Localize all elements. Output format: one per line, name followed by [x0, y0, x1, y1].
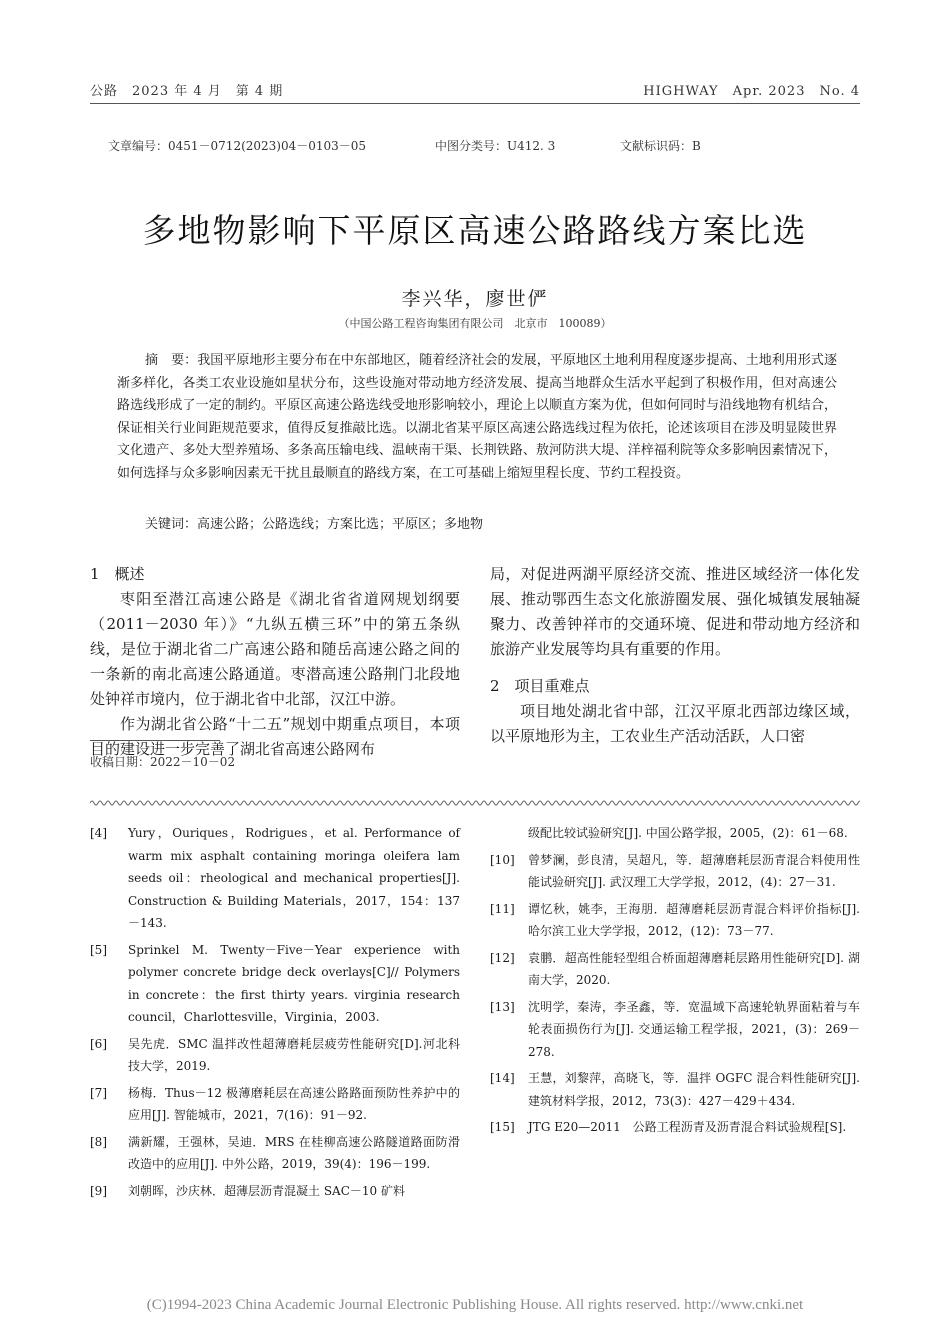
authors: 李兴华，廖世俨: [401, 288, 549, 310]
reference-number: [12]: [490, 950, 515, 965]
reference-text: 曾梦澜，彭良清，吴超凡，等．超薄磨耗层沥青混合料使用性能试验研究[J]. 武汉理工大学学报，2012，(4)：27－31.: [528, 852, 860, 889]
keywords: [145, 513, 483, 532]
references-left: [90, 822, 460, 1206]
reference-text: 级配比较试验研究[J]. 中国公路学报，2005，(2)：61－68.: [528, 826, 848, 840]
reference-number: [9]: [90, 1183, 107, 1198]
reference-item: [490, 1116, 860, 1139]
reference-text: 袁鹏．超高性能轻型组合桥面超薄磨耗层路用性能研究[D]. 湖南大学，2020.: [528, 950, 860, 987]
reference-text: 沈明学，秦涛，李圣鑫，等．宽温域下高速轮轨界面粘着与车轮表面损伤行为[J]. 交通运输工程学报，2021，(3)：269－278.: [528, 999, 860, 1059]
reference-item: [490, 822, 860, 845]
reference-text: 吴先虎．SMC 温拌改性超薄磨耗层疲劳性能研究[D].河北科技大学，2019.: [128, 1036, 460, 1073]
reference-number: [15]: [490, 1120, 515, 1134]
body-left-column: [90, 562, 460, 762]
document-code: 文献标识码：B: [620, 139, 701, 153]
reference-item: [490, 1067, 860, 1112]
reference-text: Yury，Ouriques，Rodrigues，et al. Performance of warm mix asphalt containing moringa oleifera lam seeds oil：rheological and mechanical properties[J]. Construction & Building Materials，2017，154：137－143.: [128, 826, 460, 930]
references-right: [490, 822, 860, 1143]
copyright-footer: (C)1994-2023 China Academic Journal Electronic Publishing House. All rights reserved. http://www.cnki.net: [146, 1297, 804, 1313]
reference-item: [90, 1131, 460, 1176]
section-1-heading: 1 概述: [90, 565, 145, 583]
abstract-label: 摘 要：: [145, 353, 198, 368]
reference-item: [490, 996, 860, 1064]
reference-number: [7]: [90, 1085, 107, 1100]
affiliation: （中国公路工程咨询集团有限公司 北京市 100089）: [338, 317, 612, 330]
keywords-text: 高速公路；公路选线；方案比选；平原区；多地物: [197, 517, 484, 532]
reference-number: [4]: [90, 826, 107, 840]
reference-text: JTG E20—2011 公路工程沥青及沥青混合料试验规程[S].: [528, 1120, 847, 1134]
reference-text: 刘朝晖，沙庆林．超薄层沥青混凝土 SAC－10 矿料: [128, 1183, 405, 1198]
reference-text: 满新耀，王强林，吴迪．MRS 在桂柳高速公路隧道路面防滑改造中的应用[J]. 中外公路，2019，39(4)：196－199.: [128, 1134, 460, 1171]
reference-text: 王慧，刘黎萍，高晓飞，等．温拌 OGFC 混合料性能研究[J]. 建筑材料学报，2012，73(3)：427－429＋434.: [528, 1071, 860, 1108]
reference-text: 杨梅．Thus－12 极薄磨耗层在高速公路路面预防性养护中的应用[J]. 智能城市，2021，7(16)：91－92.: [128, 1085, 460, 1122]
reference-number: [6]: [90, 1036, 107, 1051]
paragraph-significance-continued: 局，对促进两湖平原经济交流、推进区域经济一体化发展、推动鄂西生态文化旅游圈发展、强化城镇发展轴凝聚力、改善钟祥市的交通环境、促进和带动地方经济和旅游产业发展等均具有重要的作用。: [490, 565, 860, 658]
wavy-line: [90, 801, 860, 805]
abstract: [117, 350, 837, 485]
footnote-rule: [90, 740, 220, 741]
running-header-right: HIGHWAY Apr. 2023 No. 4: [643, 84, 860, 99]
running-header-left: 公路 2023 年 4 月 第 4 期: [90, 84, 284, 99]
paragraph-significance: 作为湖北省公路“十二五”规划中期重点项目，本项目的建设进一步完善了湖北省高速公路网布: [90, 715, 460, 758]
reference-item: [490, 947, 860, 992]
reference-number: [5]: [90, 942, 107, 957]
reference-number: [13]: [490, 999, 515, 1014]
body-right-column: [490, 562, 860, 749]
reference-item: [90, 939, 460, 1029]
section-2-heading: 2 项目重难点: [490, 677, 590, 695]
reference-item: [90, 1180, 460, 1203]
classification-number: 中图分类号：U412. 3: [435, 139, 556, 153]
received-date: 收稿日期：2022－10－02: [90, 755, 236, 769]
reference-item: [90, 1033, 460, 1078]
paper-title: 多地物影响下平原区高速公路路线方案比选: [142, 211, 808, 250]
reference-item: [90, 1082, 460, 1127]
article-number: 文章编号：0451－0712(2023)04－0103－05: [108, 139, 367, 153]
reference-number: [14]: [490, 1071, 515, 1085]
paragraph-overview: 枣阳至潜江高速公路是《湖北省省道网规划纲要（2011－2030 年）》“九纵五横三环”中的第五条纵线，是位于湖北省二广高速公路和随岳高速公路之间的一条新的南北高速公路通道。枣潜高速公路荆门北段地处钟祥市境内，位于湖北省中北部，汉江中游。: [90, 590, 460, 708]
wavy-separator: [90, 798, 860, 808]
reference-item: [490, 849, 860, 894]
reference-item: [490, 898, 860, 943]
reference-number: [8]: [90, 1134, 107, 1149]
paragraph-project-difficulties: 项目地处湖北省中部，江汉平原北西部边缘区域，以平原地形为主，工农业生产活动活跃，人口密: [490, 702, 860, 745]
reference-number: [10]: [490, 852, 515, 867]
reference-number: [490, 822, 528, 845]
reference-text: Sprinkel M. Twenty－Five－Year experience with polymer concrete bridge deck overlays[C]// Polymers in concrete：the first thirty years. virginia research council，Charlottesville，Virginia，2003.: [128, 942, 460, 1024]
reference-item: [90, 822, 460, 935]
abstract-text: 我国平原地形主要分布在中东部地区，随着经济社会的发展，平原地区土地利用程度逐步提高、土地利用形式逐渐多样化，各类工农业设施如星状分布，这些设施对带动地方经济发展、提高当地群众生活水平起到了积极作用，但对高速公路选线形成了一定的制约。平原区高速公路选线受地形影响较小，理论上以顺直方案为优，但如何同时与沿线地物有机结合，保证相关行业间距规范要求，值得反复推敲比选。以湖北省某平原区高速公路选线过程为依托，论述该项目在涉及明显陵世界文化遗产、多处大型养殖场、多条高压输电线、温峡南干渠、长荆铁路、敖河防洪大堤、洋梓福利院等众多影响因素情况下，如何选择与众多影响因素无干扰且最顺直的路线方案，在工可基础上缩短里程长度、节约工程投资。: [117, 353, 837, 481]
header-rule: [90, 103, 860, 104]
keywords-label: 关键词：: [145, 517, 198, 532]
reference-number: [11]: [490, 901, 515, 916]
reference-text: 谭忆秋，姚李，王海朋．超薄磨耗层沥青混合料评价指标[J]. 哈尔滨工业大学学报，2012，(12)：73－77.: [528, 901, 860, 938]
